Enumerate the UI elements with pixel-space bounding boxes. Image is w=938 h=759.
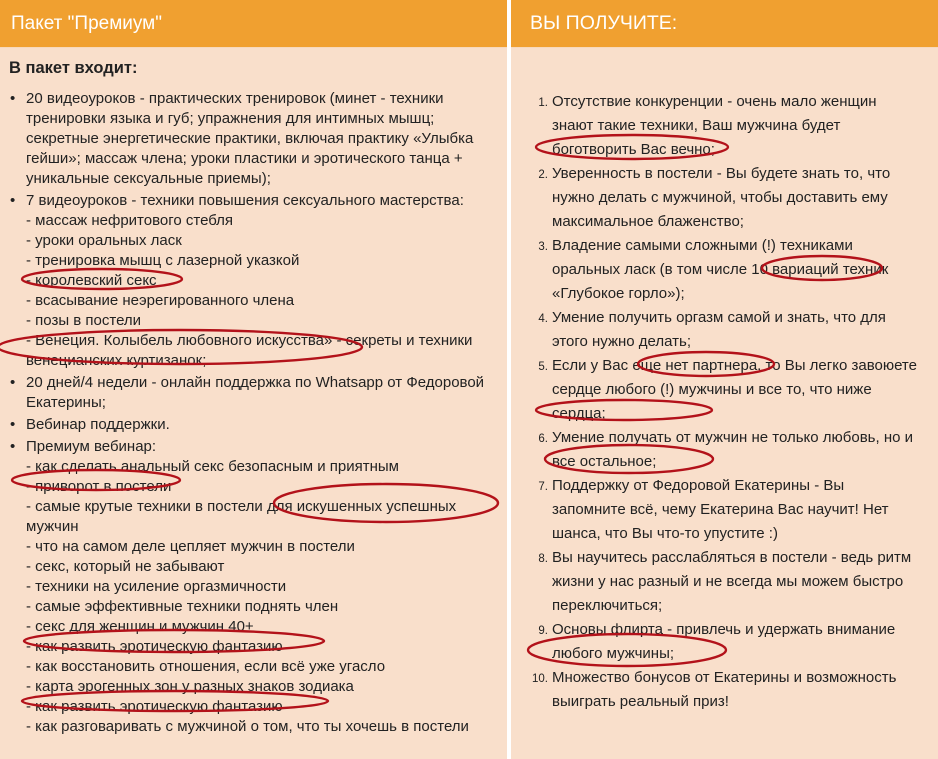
premium-package-header: Пакет "Премиум" [0, 0, 507, 48]
benefit-number: 8. [538, 553, 548, 565]
package-subitem: - как восстановить отношения, если всё уже угасло [26, 658, 386, 675]
benefit-text: Основы флирта - привлечь и удержать внимание любого мужчины; [552, 621, 896, 662]
benefit-item [540, 162, 920, 234]
benefit-item [540, 354, 920, 426]
package-includes-title: В пакет входит: [9, 59, 138, 77]
package-item-text: Вебинар поддержки. [26, 416, 170, 433]
benefit-item [540, 234, 920, 306]
package-subitem: - как сделать анальный секс безопасным и приятным [26, 458, 399, 475]
package-item [7, 373, 507, 413]
package-subitem: - техники на усиление оргазмичности [26, 578, 287, 595]
benefit-number: 1. [538, 97, 548, 109]
benefit-item [540, 426, 920, 474]
package-subitems [26, 457, 507, 737]
benefit-text: Поддержку от Федоровой Екатерины - Вы запомните всё, чему Екатерина Вас научит! Нет шанса, что Вы что-то упустите :) [552, 477, 889, 542]
package-subitem: - как развить эротическую фантазию [26, 638, 283, 655]
package-subitem: - позы в постели [26, 312, 142, 329]
benefit-text: Уверенность в постели - Вы будете знать то, что нужно делать с мужчиной, чтобы доставить ему максимальное блаженство; [552, 165, 891, 230]
benefit-item [540, 474, 920, 546]
package-subitem: - как развить эротическую фантазию [26, 698, 283, 715]
package-subitem: - массаж нефритового стебля [26, 212, 234, 229]
benefit-text: Вы научитесь расслабляться в постели - ведь ритм жизни у нас разный и не всегда мы можем быстро переключиться; [552, 549, 912, 614]
package-subitem: - самые эффективные техники поднять член [26, 598, 339, 615]
benefit-number: 10. [532, 673, 548, 685]
package-subitem: - секс для женщин и мужчин 40+ [26, 618, 254, 635]
benefit-number: 3. [538, 241, 548, 253]
benefit-text: Множество бонусов от Екатерины и возможность выиграть реальный приз! [552, 669, 897, 710]
benefit-text: Владение самыми сложными (!) техниками оральных ласк (в том числе 10 вариаций техник «Глубокое горло»); [552, 237, 889, 302]
benefit-item [540, 306, 920, 354]
benefit-number: 6. [538, 433, 548, 445]
benefits-list [532, 90, 920, 714]
package-subitem: - всасывание неэрегированного члена [26, 292, 295, 309]
package-item-text: 20 видеоуроков - практических тренировок (минет - техники тренировки языка и губ; упражнения для интимных мышц; секретные энергетические практики, включая практику «Улыбка гейши»; массаж члена; уроки пластики и эротического танца + уникальные сексуальные приемы); [26, 90, 474, 187]
package-item-text: 7 видеоуроков - техники повышения сексуального мастерства: [26, 192, 464, 209]
package-subitem: - как разговаривать с мужчиной о том, что ты хочешь в постели [26, 718, 469, 735]
package-subitem: - секс, который не забывают [26, 558, 225, 575]
benefit-text: Умение получать от мужчин не только любовь, но и все остальное; [552, 429, 914, 470]
benefit-text: Если у Вас еще нет партнера, то Вы легко завоюете сердце любого (!) мужчины и все то, что ниже сердца; [552, 357, 917, 422]
package-subitem: - приворот в постели [26, 478, 172, 495]
benefits-header: ВЫ ПОЛУЧИТЕ: [511, 0, 938, 48]
benefit-text: Умение получить оргазм самой и знать, что для этого нужно делать; [552, 309, 886, 350]
package-item-text: Премиум вебинар: [26, 438, 157, 455]
benefit-number: 9. [538, 625, 548, 637]
benefit-number: 2. [538, 169, 548, 181]
benefit-number: 5. [538, 361, 548, 373]
package-subitem: - королевский секс [26, 272, 157, 289]
package-items-list [7, 89, 507, 739]
benefit-item [532, 666, 920, 714]
benefit-number: 7. [538, 481, 548, 493]
benefit-item [540, 618, 920, 666]
package-subitem: - самые крутые техники в постели для искушенных успешных мужчин [26, 498, 457, 535]
package-subitem: - карта эрогенных зон у разных знаков зодиака [26, 678, 354, 695]
benefit-number: 4. [538, 313, 548, 325]
package-item [7, 89, 507, 189]
benefit-text: Отсутствие конкуренции - очень мало женщин знают такие техники, Ваш мужчина будет боготворить Вас вечно; [552, 93, 877, 158]
package-item [7, 437, 507, 737]
benefit-item [540, 546, 920, 618]
package-subitem: - уроки оральных ласк [26, 232, 182, 249]
package-item-text: 20 дней/4 недели - онлайн поддержка по Whatsapp от Федоровой Екатерины; [26, 374, 485, 411]
package-subitems [26, 211, 507, 371]
benefit-item [540, 90, 920, 162]
package-subitem: - Венеция. Колыбель любовного искусства» - секреты и техники венецианских куртизанок; [26, 332, 473, 369]
package-subitem: - что на самом деле цепляет мужчин в постели [26, 538, 355, 555]
package-subitem: - тренировка мышц с лазерной указкой [26, 252, 300, 269]
package-item [7, 191, 507, 371]
package-item [7, 415, 507, 435]
